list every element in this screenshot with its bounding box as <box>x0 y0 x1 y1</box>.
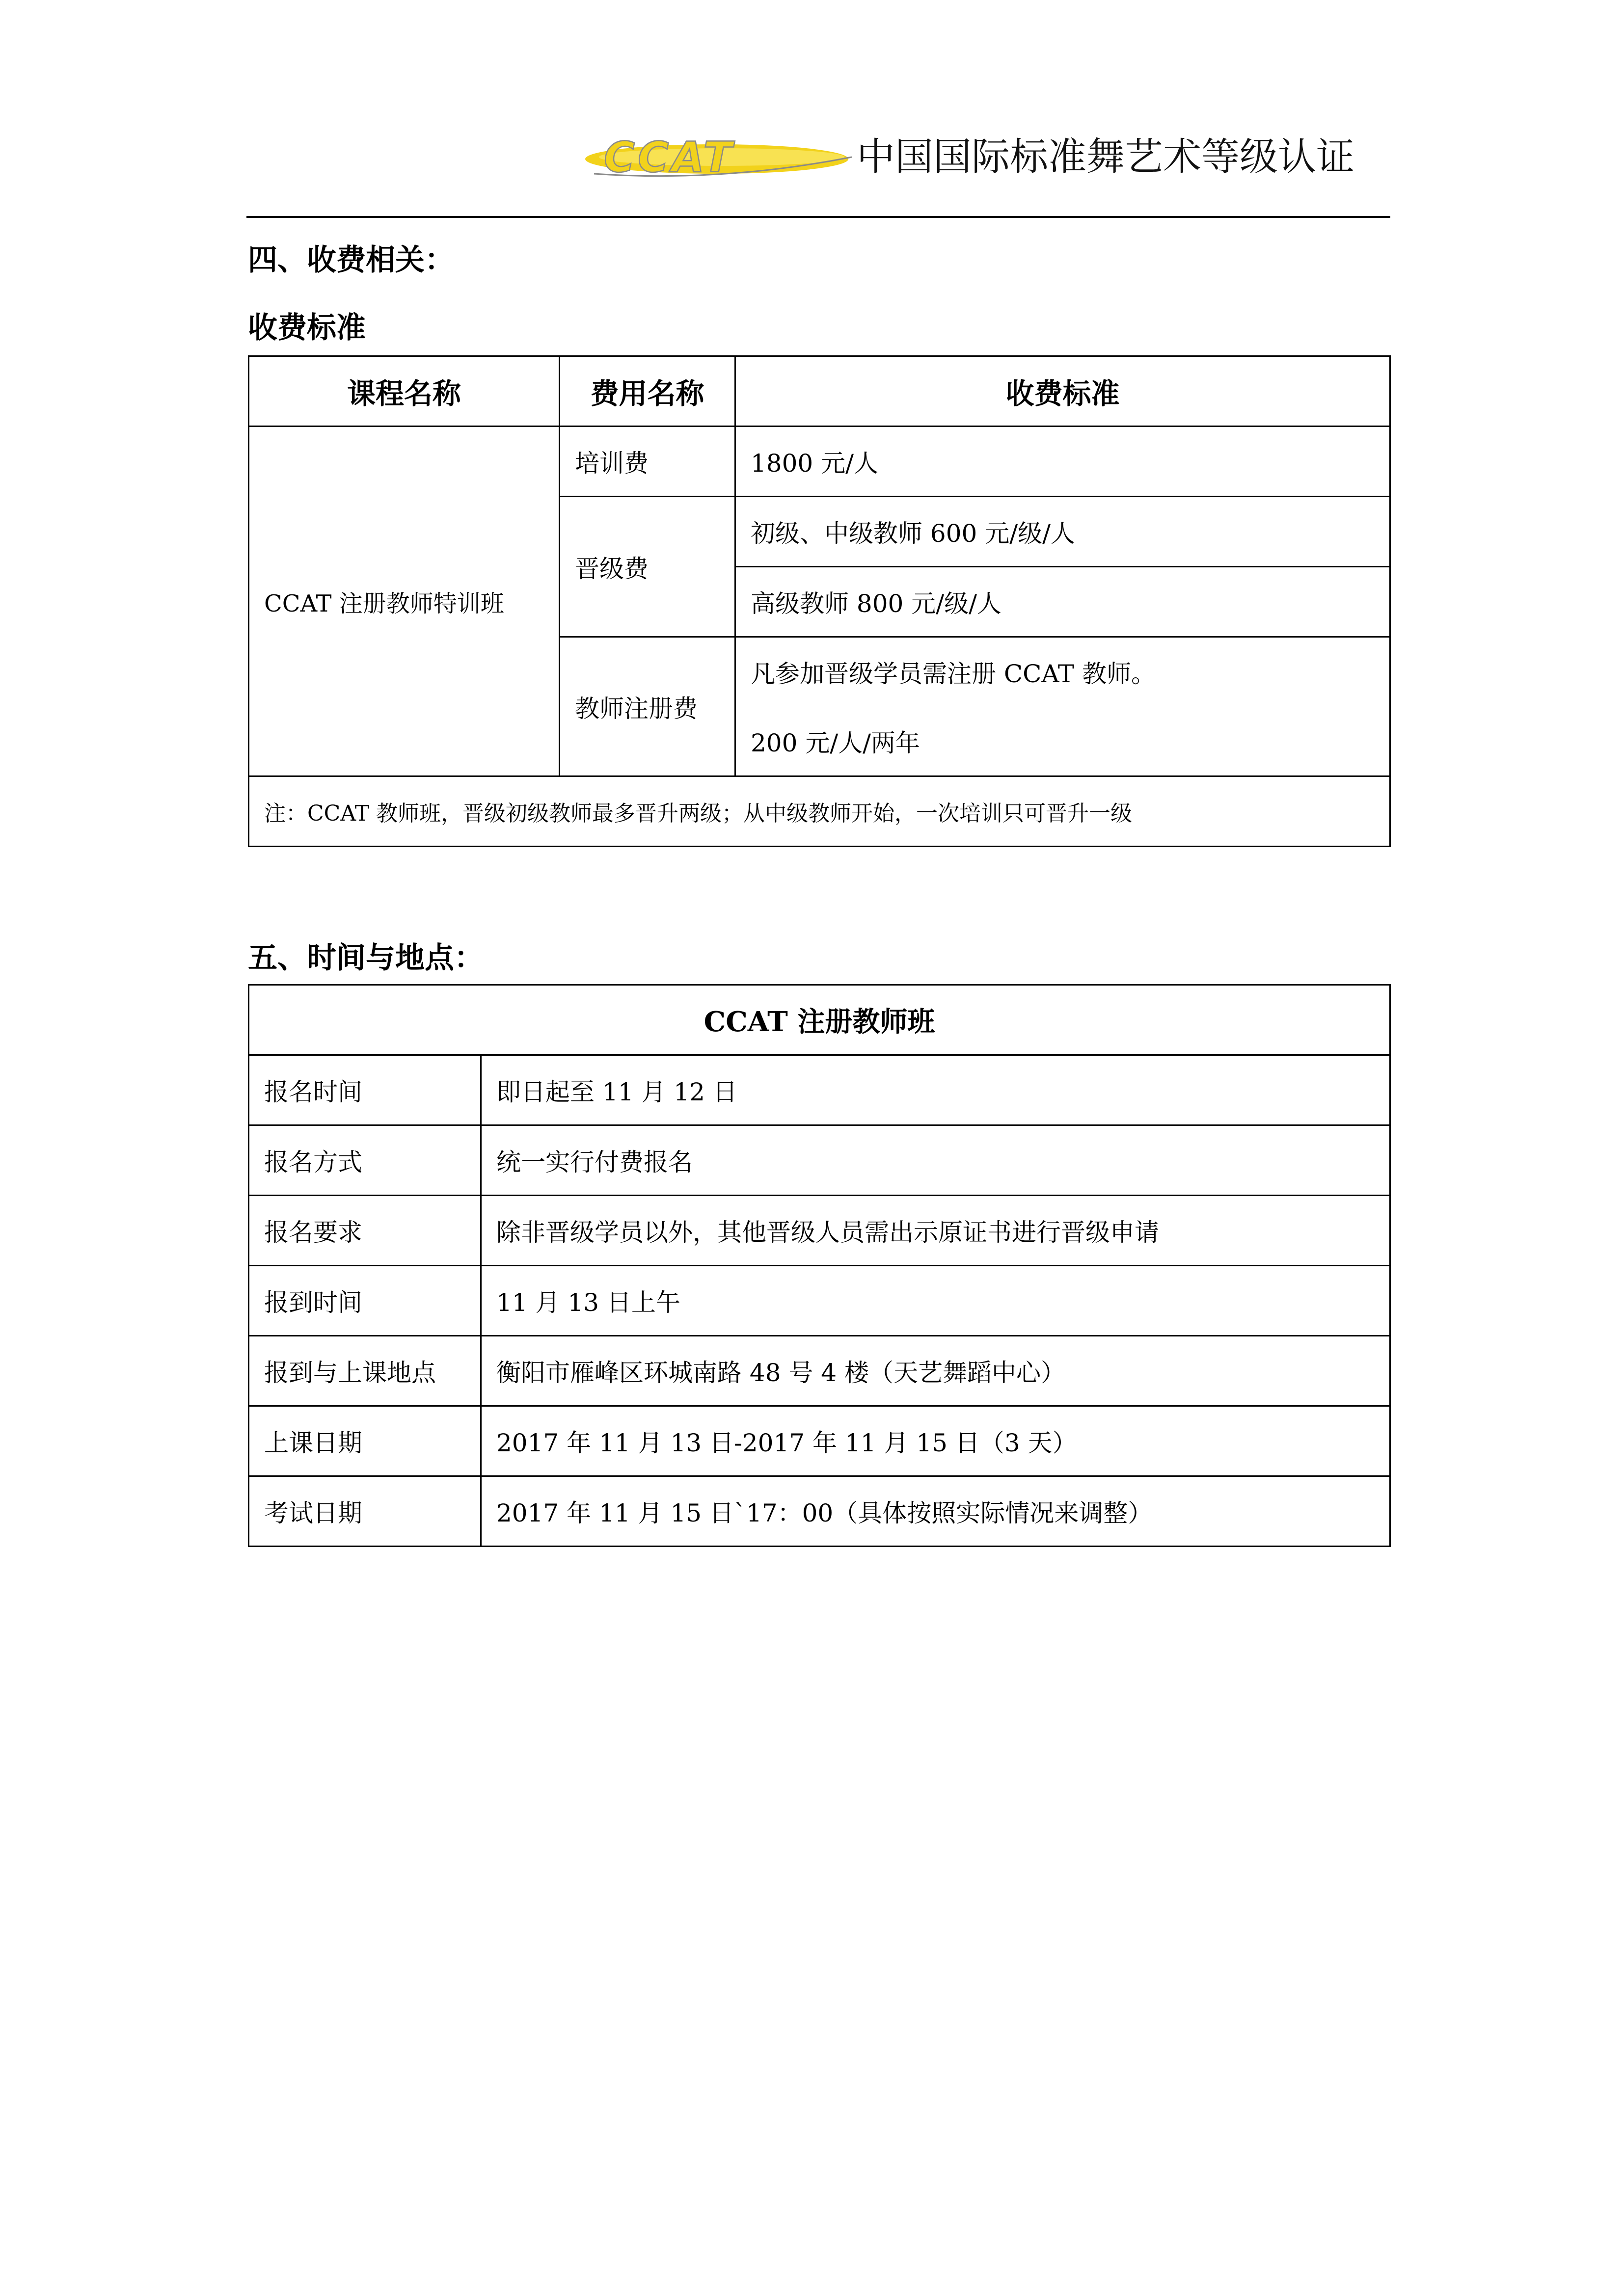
signup-requirement-label: 报名要求 <box>249 1196 481 1266</box>
ccat-logo-text: CCAT <box>604 137 735 179</box>
register-fee-label: 教师注册费 <box>560 637 735 776</box>
register-fee-value-amount: 200 元/人/两年 <box>735 707 1390 776</box>
schedule-table-title-row <box>249 985 1390 1055</box>
table-row <box>249 1125 1390 1196</box>
upgrade-fee-value-senior: 高级教师 800 元/级/人 <box>735 567 1390 637</box>
fee-note: 注：CCAT 教师班，晋级初级教师最多晋升两级；从中级教师开始，一次培训只可晋升一级 <box>249 776 1390 847</box>
page-header <box>584 123 1414 196</box>
fee-table <box>248 355 1391 847</box>
signup-time-value: 即日起至 11 月 12 日 <box>481 1055 1390 1125</box>
schedule-table <box>248 984 1391 1547</box>
course-name-cell: CCAT 注册教师特训班 <box>249 427 560 776</box>
col-header-standard: 收费标准 <box>735 356 1390 427</box>
fee-table-header-row <box>249 356 1390 427</box>
col-header-fee-name: 费用名称 <box>560 356 735 427</box>
signup-method-value: 统一实行付费报名 <box>481 1125 1390 1196</box>
signup-time-label: 报名时间 <box>249 1055 481 1125</box>
signup-requirement-value: 除非晋级学员以外，其他晋级人员需出示原证书进行晋级申请 <box>481 1196 1390 1266</box>
table-row <box>249 1055 1390 1125</box>
training-fee-label: 培训费 <box>560 427 735 497</box>
upgrade-fee-label: 晋级费 <box>560 497 735 637</box>
header-title: 中国国际标准舞艺术等级认证 <box>857 135 1355 179</box>
venue-value: 衡阳市雁峰区环城南路 48 号 4 楼（天艺舞蹈中心） <box>481 1336 1390 1406</box>
signup-method-label: 报名方式 <box>249 1125 481 1196</box>
training-fee-value: 1800 元/人 <box>735 427 1390 497</box>
exam-date-label: 考试日期 <box>249 1476 481 1547</box>
checkin-time-label: 报到时间 <box>249 1266 481 1336</box>
header-divider <box>246 216 1390 218</box>
table-row <box>249 1406 1390 1476</box>
exam-date-value: 2017 年 11 月 15 日`17：00（具体按照实际情况来调整） <box>481 1476 1390 1547</box>
fee-standard-subheading: 收费标准 <box>248 311 366 345</box>
upgrade-fee-value-junior: 初级、中级教师 600 元/级/人 <box>735 497 1390 567</box>
schedule-table-title: CCAT 注册教师班 <box>249 985 1390 1055</box>
table-row <box>249 1476 1390 1547</box>
table-row <box>249 776 1390 847</box>
register-fee-value-note: 凡参加晋级学员需注册 CCAT 教师。 <box>735 637 1390 707</box>
table-row <box>249 1266 1390 1336</box>
table-row <box>249 1336 1390 1406</box>
venue-label: 报到与上课地点 <box>249 1336 481 1406</box>
col-header-course: 课程名称 <box>249 356 560 427</box>
section5-heading: 五、时间与地点： <box>248 941 484 975</box>
checkin-time-value: 11 月 13 日上午 <box>481 1266 1390 1336</box>
class-dates-label: 上课日期 <box>249 1406 481 1476</box>
section4-heading: 四、收费相关： <box>248 243 454 277</box>
ccat-logo <box>584 137 859 179</box>
class-dates-value: 2017 年 11 月 13 日-2017 年 11 月 15 日（3 天） <box>481 1406 1390 1476</box>
table-row <box>249 1196 1390 1266</box>
table-row <box>249 427 1390 497</box>
